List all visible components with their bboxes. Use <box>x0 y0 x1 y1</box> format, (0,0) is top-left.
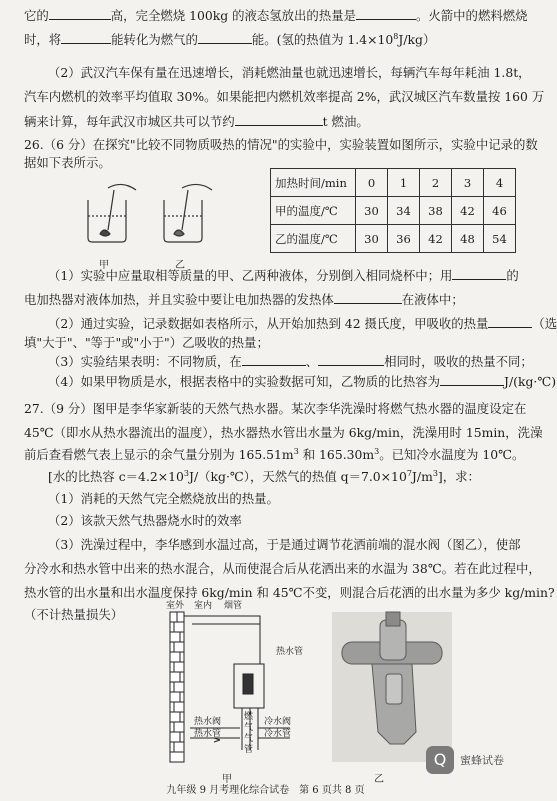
table-cell: 42 <box>420 225 452 253</box>
water-heater-diagram <box>150 600 300 770</box>
table-row <box>271 225 516 253</box>
label-chimney: 烟管 <box>224 601 243 611</box>
q26-sub-3: （3）实验结果表明：不同物质，在 、 相同时，吸收的热量不同； <box>48 354 533 369</box>
beaker-a-label: 甲 <box>99 260 109 271</box>
line-3: （2）武汉汽车保有量在迅速增长，消耗燃油量也就迅速增长，每辆汽车每年耗油 1.8t， <box>48 65 531 80</box>
label-cold-pipe: 冷水管 <box>264 729 292 739</box>
q27-sub-3c: 热水管的出水量和出水温度保持 6kg/min 和 45℃不变，则混合后花洒的出水量为多少 kg/min? <box>24 585 555 600</box>
label-cold-valve: 冷水阀 <box>264 717 292 727</box>
label-outdoor: 室外 <box>166 601 185 611</box>
watermark-text: 蜜蜂试卷 <box>460 754 504 767</box>
q26-sub-4: （4）如果甲物质是水，根据表格中的实验数据可知，乙物质的比热容为 J/(kg·℃) <box>48 374 557 389</box>
table-cell: 46 <box>484 197 516 225</box>
page-footer: 九年级 9 月考理化综合试卷 第 6 页共 8 页 <box>166 785 365 796</box>
q27-sub-3: （3）洗澡过程中，李华感到水温过高，于是通过调节花洒前端的混水阀（图乙），使部 <box>48 537 521 552</box>
table-cell: 36 <box>388 225 420 253</box>
table-cell: 48 <box>452 225 484 253</box>
q27-sub-1: （1）消耗的天然气完全燃烧放出的热量。 <box>48 491 279 506</box>
label-indoor: 室内 <box>194 601 213 611</box>
q27-constants: [水的比热容 $c=4.2\times 10^3J/(kg\cdot℃)$，天然气的热值 $q=7.0\times 10^7J/m^3$]，求： <box>48 468 480 484</box>
temperature-table <box>270 168 516 253</box>
line-2: 时，将 能转化为燃气的 能。(氢的热值为 $1.4\times 10^8J/kg$） <box>24 31 436 47</box>
table-cell: 34 <box>388 197 420 225</box>
table-row <box>271 197 516 225</box>
line-5: 辆来计算，每年武汉市城区共可以节约 t 燃油。 <box>24 114 369 129</box>
watermark <box>424 746 520 776</box>
beaker-b-label: 乙 <box>175 260 185 271</box>
q26-sub-2: （2）通过实验，记录数据如表格所示，从开始加热到 42 摄氏度，甲吸收的热量 （选 <box>48 316 557 331</box>
q27-stem-3: 前后查看燃气表上显示的余气量分别为 $165.51m^3$ 和 $165.30m^3$。已知冷水温度为 10℃。 <box>24 446 525 462</box>
label-hot-valve: 热水阀 <box>194 717 222 727</box>
table-cell: 38 <box>420 197 452 225</box>
line-1: 它的 高，完全燃烧 100kg 的液态氢放出的热量是 。火箭中的燃料燃烧 <box>24 8 528 23</box>
label-hot-pipe-2: 热水管 <box>194 729 222 739</box>
figure-a-label: 甲 <box>222 774 232 785</box>
q26-sub-1b: 电加热器对液体加热，并且实验中要让电加热器的发热体 在液体中； <box>24 292 464 307</box>
q27-note: （不计热量损失） <box>24 607 124 622</box>
q27-stem-1: 27.（9 分）图甲是李华家新装的天然气热水器。某次李华洗澡时将燃气热水器的温度设定在 <box>24 401 527 416</box>
table-cell: 加热时间/min <box>271 169 356 197</box>
table-cell: 30 <box>356 197 388 225</box>
table-cell: 4 <box>484 169 516 197</box>
table-cell: 乙的温度/℃ <box>271 225 356 253</box>
q26-stem-2: 据如下表所示。 <box>24 155 111 170</box>
figure-b-label: 乙 <box>374 774 384 785</box>
line-4: 汽车内燃机的效率平均值取 30%。如果能把内燃机效率提高 2%，武汉城区汽车数量按 160 万 <box>24 89 545 104</box>
table-cell: 3 <box>452 169 484 197</box>
table-cell: 甲的温度/℃ <box>271 197 356 225</box>
beaker-figure <box>78 186 228 256</box>
table-cell: 0 <box>356 169 388 197</box>
q26-sub-1: （1）实验中应量取相等质量的甲、乙两种液体，分别倒入相同烧杯中；用 的 <box>48 268 519 283</box>
mixing-valve-photo <box>332 612 452 762</box>
q27-stem-2: 45℃（即水从热水器流出的温度），热水器热水管出水量为 6kg/min，洗澡用时 15min，洗澡 <box>24 425 543 440</box>
label-hot-pipe: 热水管 <box>276 647 304 657</box>
q26-stem: 26.（6 分）在探究"比较不同物质吸热的情况"的实验中，实验装置如图所示，实验中记录的数 <box>24 137 538 152</box>
label-gas-pipe: 气管 <box>244 734 254 755</box>
table-cell: 30 <box>356 225 388 253</box>
label-gas: 燃气 <box>244 712 254 733</box>
q27-sub-3b: 分冷水和热水管中出来的热水混合，从而使混合后从花洒出来的水温为 38℃。若在此过程中， <box>24 561 541 576</box>
bee-logo-icon: Q <box>426 746 454 774</box>
table-cell: 2 <box>420 169 452 197</box>
table-cell: 54 <box>484 225 516 253</box>
table-cell: 42 <box>452 197 484 225</box>
table-cell: 1 <box>388 169 420 197</box>
q26-sub-2b: 填"大于"、"等于"或"小于"）乙吸收的热量； <box>24 335 269 350</box>
table-row <box>271 169 516 197</box>
q27-sub-2: （2）该款天然气热器烧水时的效率 <box>48 513 242 528</box>
